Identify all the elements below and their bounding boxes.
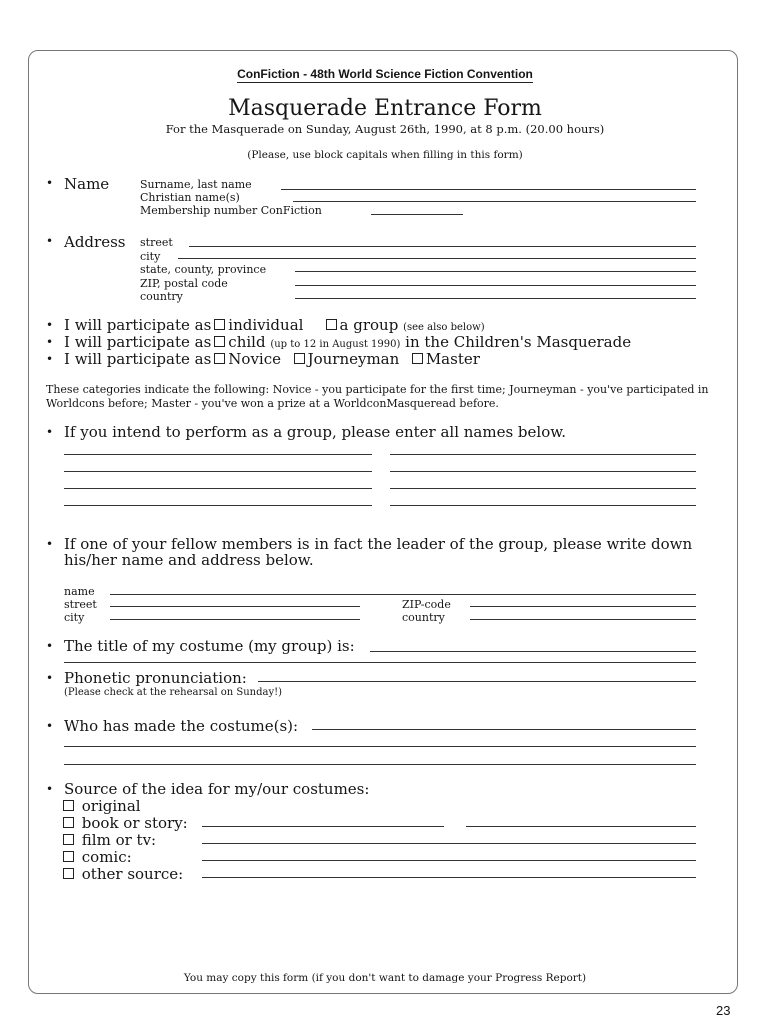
group-name-field[interactable] xyxy=(390,454,696,455)
street-label: street xyxy=(140,236,173,249)
other-checkbox[interactable] xyxy=(63,868,74,879)
group-name-field[interactable] xyxy=(390,488,696,489)
costume-title-field-2[interactable] xyxy=(64,662,696,663)
leader-country-label: country xyxy=(402,611,445,624)
master-label: Master xyxy=(425,350,480,368)
comic-field[interactable] xyxy=(202,860,696,861)
costume-title-field[interactable] xyxy=(370,651,696,652)
christian-name-label: Christian name(s) xyxy=(140,191,240,204)
source-original xyxy=(60,797,141,815)
city-label: city xyxy=(140,250,161,263)
leader-street-label: street xyxy=(64,598,97,611)
child-checkbox[interactable] xyxy=(214,336,225,347)
leader-name-field[interactable] xyxy=(110,594,696,595)
block-capitals-note: (Please, use block capitals when filling in this form) xyxy=(247,149,523,161)
bullet-icon: • xyxy=(46,537,54,551)
bullet-icon: • xyxy=(46,719,54,733)
childrens-masquerade-label: in the Children's Masquerade xyxy=(405,333,632,351)
group-name-field[interactable] xyxy=(64,488,372,489)
leader-street-field[interactable] xyxy=(110,606,360,607)
source-other xyxy=(60,865,183,883)
country-label: country xyxy=(140,290,183,303)
bullet-icon: • xyxy=(46,639,54,653)
participation-line-1 xyxy=(64,316,485,334)
child-age-note: (up to 12 in August 1990) xyxy=(270,339,401,350)
group-note: (see also below) xyxy=(403,322,485,333)
master-checkbox[interactable] xyxy=(412,353,423,364)
address-label: Address xyxy=(64,233,126,251)
leader-city-field[interactable] xyxy=(110,619,360,620)
original-label: original xyxy=(81,797,141,815)
group-label: a group xyxy=(339,316,399,334)
participation-prefix: I will participate as xyxy=(64,350,212,368)
group-name-field[interactable] xyxy=(390,505,696,506)
bullet-icon: • xyxy=(46,352,54,366)
leader-zip-field[interactable] xyxy=(470,606,696,607)
book-field-2[interactable] xyxy=(466,826,696,827)
participation-line-2 xyxy=(64,333,631,351)
copy-note: You may copy this form (if you don't want to damage your Progress Report) xyxy=(183,972,587,984)
bullet-icon: • xyxy=(46,318,54,332)
source-film xyxy=(60,831,156,849)
membership-label: Membership number ConFiction xyxy=(140,204,322,217)
state-label: state, county, province xyxy=(140,263,267,276)
novice-checkbox[interactable] xyxy=(214,353,225,364)
film-field[interactable] xyxy=(202,843,696,844)
surname-label: Surname, last name xyxy=(140,178,252,191)
street-field[interactable] xyxy=(189,246,696,247)
bullet-icon: • xyxy=(46,335,54,349)
phonetic-label: Phonetic pronunciation: xyxy=(64,669,247,687)
country-field[interactable] xyxy=(295,298,696,299)
leader-city-label: city xyxy=(64,611,85,624)
individual-label: individual xyxy=(228,316,304,334)
book-checkbox[interactable] xyxy=(63,817,74,828)
leader-prompt-line-1: If one of your fellow members is in fact the leader of the group, please write down xyxy=(64,535,693,553)
bullet-icon: • xyxy=(46,782,54,796)
participation-prefix: I will participate as xyxy=(64,316,212,334)
child-label: child xyxy=(228,333,266,351)
other-label: other source: xyxy=(81,865,184,883)
group-checkbox[interactable] xyxy=(326,319,337,330)
original-checkbox[interactable] xyxy=(63,800,74,811)
name-label: Name xyxy=(64,175,110,193)
group-name-field[interactable] xyxy=(64,454,372,455)
source-comic xyxy=(60,848,132,866)
zip-label: ZIP, postal code xyxy=(140,277,228,290)
comic-checkbox[interactable] xyxy=(63,851,74,862)
maker-label: Who has made the costume(s): xyxy=(64,717,299,735)
comic-label: comic: xyxy=(81,848,132,866)
phonetic-note: (Please check at the rehearsal on Sunday!) xyxy=(64,687,283,698)
leader-country-field[interactable] xyxy=(470,619,696,620)
maker-field[interactable] xyxy=(312,729,696,730)
individual-checkbox[interactable] xyxy=(214,319,225,330)
christian-name-field[interactable] xyxy=(293,201,696,202)
surname-field[interactable] xyxy=(281,189,696,190)
other-field[interactable] xyxy=(202,877,696,878)
source-label: Source of the idea for my/our costumes: xyxy=(64,780,370,798)
bullet-icon: • xyxy=(46,234,54,248)
bullet-icon: • xyxy=(46,176,54,190)
film-label: film or tv: xyxy=(81,831,157,849)
participation-line-3 xyxy=(64,350,480,368)
phonetic-field[interactable] xyxy=(258,681,696,682)
state-field[interactable] xyxy=(295,271,696,272)
convention-title: ConFiction - 48th World Science Fiction Convention xyxy=(237,67,533,81)
group-name-field[interactable] xyxy=(64,505,372,506)
zip-field[interactable] xyxy=(295,285,696,286)
leader-name-label: name xyxy=(64,585,95,598)
city-field[interactable] xyxy=(178,258,696,259)
maker-field-3[interactable] xyxy=(64,764,696,765)
group-name-field[interactable] xyxy=(64,471,372,472)
group-prompt: If you intend to perform as a group, please enter all names below. xyxy=(64,423,567,441)
journeyman-label: Journeyman xyxy=(307,350,400,368)
categories-explanation: These categories indicate the following: Novice - you participate for the first time; Journeyman - you've participated in Worldcons before; Master - you've won a prize at a WorldconMasqueread before. xyxy=(46,383,709,410)
form-title: Masquerade Entrance Form xyxy=(228,96,542,121)
source-book xyxy=(60,814,188,832)
maker-field-2[interactable] xyxy=(64,746,696,747)
leader-prompt-line-2: his/her name and address below. xyxy=(64,551,314,569)
journeyman-checkbox[interactable] xyxy=(294,353,305,364)
membership-field[interactable] xyxy=(371,214,463,215)
group-name-field[interactable] xyxy=(390,471,696,472)
participation-prefix: I will participate as xyxy=(64,333,212,351)
novice-label: Novice xyxy=(228,350,282,368)
leader-zip-label: ZIP-code xyxy=(402,598,451,611)
page-number: 23 xyxy=(716,1003,731,1018)
form-frame xyxy=(28,50,738,994)
bullet-icon: • xyxy=(46,671,54,685)
bullet-icon: • xyxy=(46,425,54,439)
film-checkbox[interactable] xyxy=(63,834,74,845)
form-subtitle: For the Masquerade on Sunday, August 26th, 1990, at 8 p.m. (20.00 hours) xyxy=(165,122,605,136)
book-field[interactable] xyxy=(202,826,444,827)
costume-title-label: The title of my costume (my group) is: xyxy=(64,637,355,655)
book-label: book or story: xyxy=(81,814,188,832)
